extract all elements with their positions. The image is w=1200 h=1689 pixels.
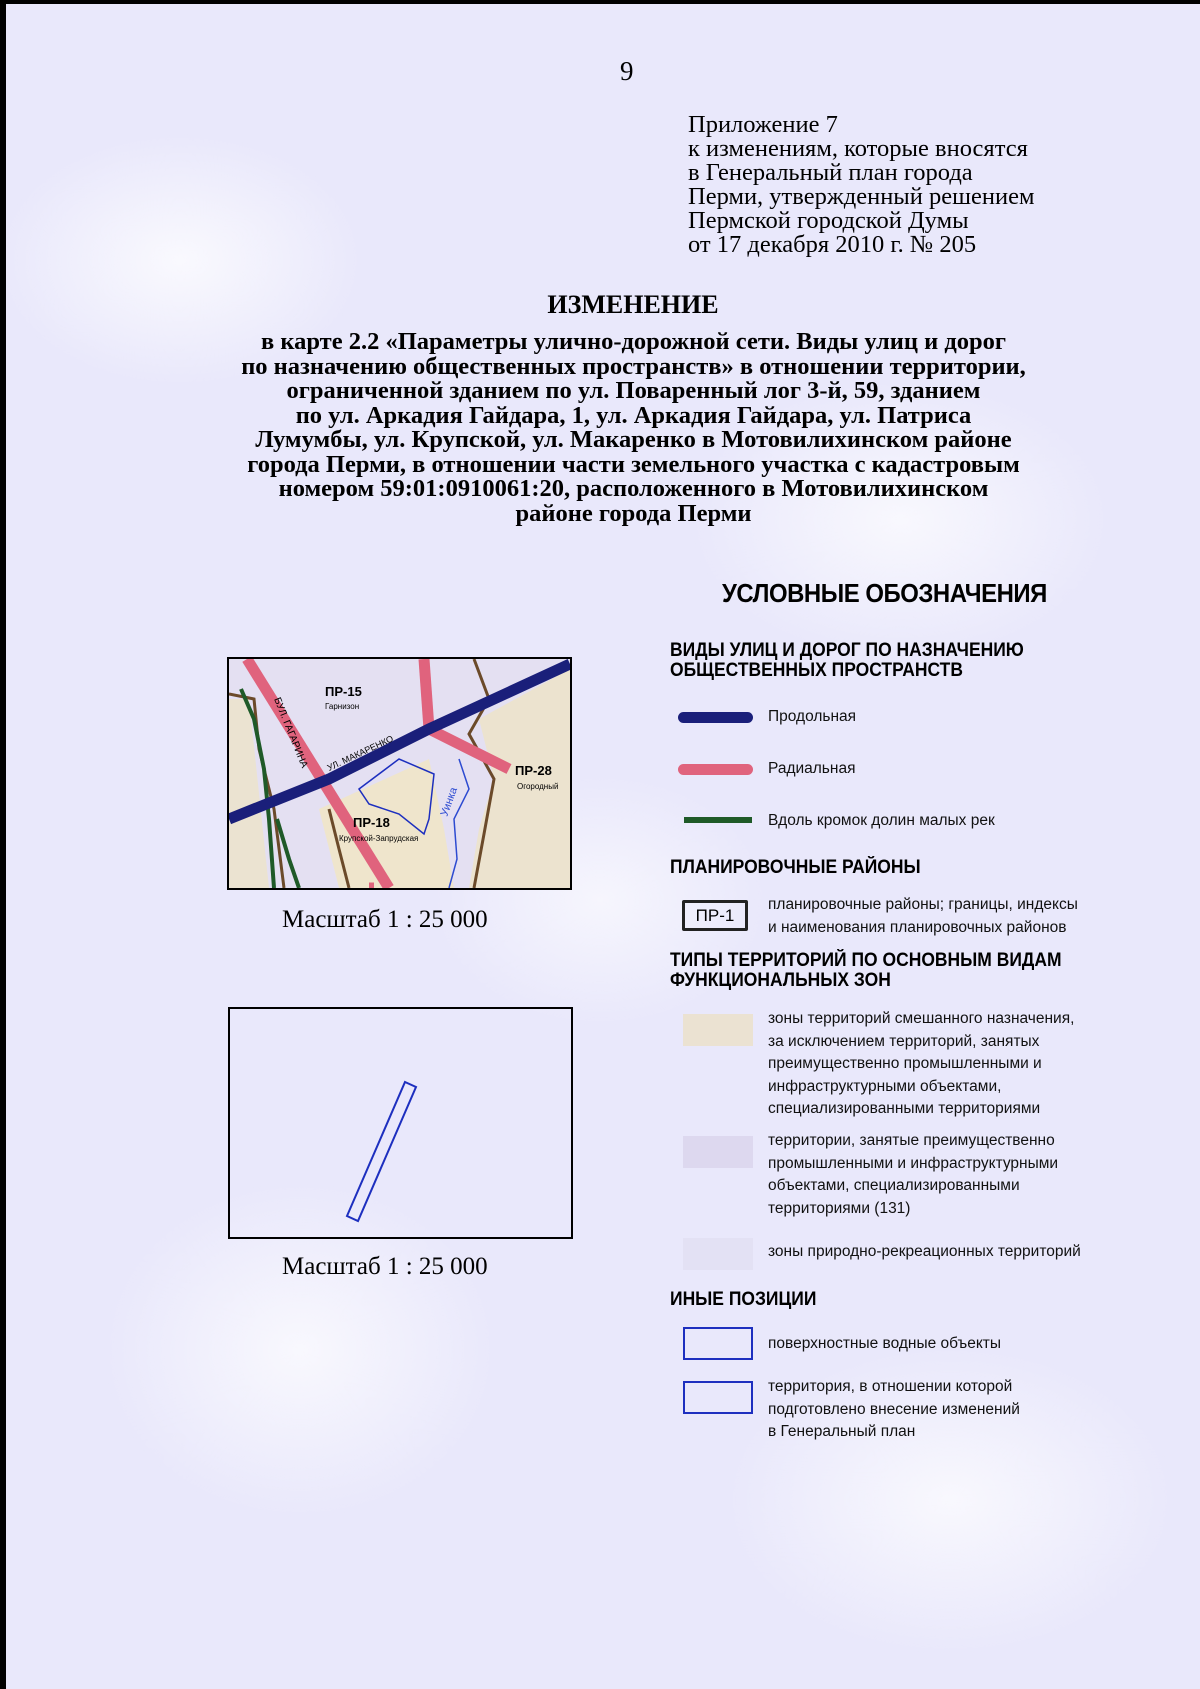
- text-line: за исключением территорий, занятых: [768, 1032, 1040, 1050]
- label-pr28-name: Огородный: [517, 782, 559, 791]
- text-line: территории, занятые преимущественно: [768, 1132, 1055, 1149]
- document-subtitle: [160, 330, 1107, 526]
- text-line: инфраструктурными объектами,: [768, 1077, 1002, 1095]
- subtitle-line: города Перми, в отношении части земельного участка с кадастровым: [247, 450, 1020, 478]
- legend-change-territory-swatch: [683, 1381, 753, 1414]
- subtitle-line: в карте 2.2 «Параметры улично-дорожной сети. Виды улиц и дорог: [261, 328, 1006, 355]
- legend-roads-heading: [670, 641, 1024, 681]
- heading-line: ОБЩЕСТВЕННЫХ ПРОСТРАНСТВ: [670, 660, 963, 681]
- label-pr28: ПР-28: [515, 763, 552, 778]
- legend-zone-industrial-text: [768, 1130, 1058, 1220]
- appendix-line: Пермской городской Думы: [688, 207, 969, 234]
- heading-line: ВИДЫ УЛИЦ И ДОРОГ ПО НАЗНАЧЕНИЮ: [670, 640, 1024, 661]
- appendix-line: в Генеральный план города: [688, 159, 973, 186]
- legend-change-territory-text: [768, 1376, 1020, 1444]
- heading-line: ТИПЫ ТЕРРИТОРИЙ ПО ОСНОВНЫМ ВИДАМ: [670, 950, 1062, 971]
- text-line: планировочные районы; границы, индексы: [768, 896, 1078, 913]
- radial-road: [424, 659, 429, 729]
- text-line: подготовлено внесение изменений: [768, 1400, 1020, 1418]
- text-line: объектами, специализированными: [768, 1177, 1020, 1194]
- subtitle-line: по ул. Аркадия Гайдара, 1, ул. Аркадия Гайдара, ул. Патриса: [295, 401, 972, 429]
- legend-zone-mixed-text: [768, 1008, 1074, 1121]
- legend-water-swatch: [683, 1327, 753, 1360]
- text-line: территориями (131): [768, 1199, 911, 1217]
- subtitle-line: номером 59:01:0910061:20, расположенного в Мотовилихинском: [278, 475, 989, 502]
- text-line: специализированными территориями: [768, 1100, 1041, 1117]
- appendix-line: к изменениям, которые вносятся: [688, 135, 1028, 162]
- label-river: Уинка: [438, 785, 461, 819]
- label-pr15: ПР-15: [325, 684, 362, 699]
- appendix-line: Приложение 7: [688, 111, 838, 138]
- zone-west: [229, 699, 269, 888]
- text-line: зоны территорий смешанного назначения,: [768, 1010, 1075, 1027]
- legend-zones-heading: [670, 951, 1062, 991]
- legend-zone-recreation-text: зоны природно-рекреационных территорий: [768, 1243, 1081, 1260]
- page-number: 9: [620, 56, 634, 86]
- radial-road: [247, 659, 389, 888]
- map-drawing-changed: [230, 1009, 571, 1237]
- text-line: в Генеральный план: [768, 1423, 916, 1440]
- legend-districts-text: [768, 894, 1078, 939]
- legend-longitudinal-swatch: [678, 712, 753, 723]
- document-title: ИЗМЕНЕНИЕ: [547, 290, 719, 319]
- legend-zone-mixed-swatch: [683, 1014, 753, 1046]
- map-fragment-changed: [228, 1007, 573, 1239]
- appendix-line: от 17 декабря 2010 г. № 205: [688, 231, 977, 258]
- subtitle-line: по назначению общественных пространств» в отношении территории,: [241, 352, 1026, 380]
- river-line: [449, 759, 469, 888]
- text-line: территория, в отношении которой: [768, 1378, 1013, 1395]
- legend-title: УСЛОВНЫЕ ОБОЗНАЧЕНИЯ: [722, 578, 1047, 608]
- label-pr18-name: Крупской-Запрудская: [339, 834, 419, 843]
- legend-radial-swatch: [678, 764, 753, 775]
- legend-districts-heading: ПЛАНИРОВОЧНЫЕ РАЙОНЫ: [670, 857, 921, 878]
- text-line: и наименования планировочных районов: [768, 918, 1067, 936]
- subject-territory-outline: [347, 1082, 416, 1221]
- label-pr18: ПР-18: [353, 815, 390, 830]
- label-street-makarenko: УЛ. МАКАРЕНКО: [325, 733, 395, 773]
- subtitle-line: ограниченной зданием по ул. Поваренный лог 3-й, 59, зданием: [286, 377, 981, 404]
- map-scale-bottom: Масштаб 1 : 25 000: [282, 1253, 488, 1280]
- legend-district-box: ПР-1: [682, 900, 748, 931]
- map-drawing: [229, 659, 570, 888]
- legend-zone-recreation-swatch: [683, 1238, 753, 1270]
- appendix-line: Перми, утвержденный решением: [688, 183, 1035, 210]
- appendix-block: [688, 113, 1034, 257]
- map-scale-top: Масштаб 1 : 25 000: [282, 906, 488, 933]
- text-line: преимущественно промышленными и: [768, 1055, 1042, 1072]
- label-pr15-name: Гарнизон: [325, 702, 360, 711]
- subtitle-line: Лумумбы, ул. Крупской, ул. Макаренко в Мотовилихинском районе: [255, 426, 1012, 453]
- subtitle-line: районе города Перми: [515, 499, 752, 527]
- heading-line: ФУНКЦИОНАЛЬНЫХ ЗОН: [670, 970, 891, 991]
- legend-longitudinal-label: Продольная: [768, 708, 857, 725]
- legend-zone-industrial-swatch: [683, 1136, 753, 1168]
- map-fragment-current: [227, 657, 572, 890]
- legend-radial-label: Радиальная: [768, 760, 856, 777]
- legend-other-heading: ИНЫЕ ПОЗИЦИИ: [670, 1289, 817, 1310]
- legend-water-text: поверхностные водные объекты: [768, 1335, 1002, 1352]
- text-line: промышленными и инфраструктурными: [768, 1154, 1059, 1172]
- label-street-gagarina: БУЛ. ГАГАРИНА: [271, 696, 310, 770]
- legend-river-edge-swatch: [684, 817, 752, 823]
- legend-river-edge-label: Вдоль кромок долин малых рек: [768, 812, 995, 829]
